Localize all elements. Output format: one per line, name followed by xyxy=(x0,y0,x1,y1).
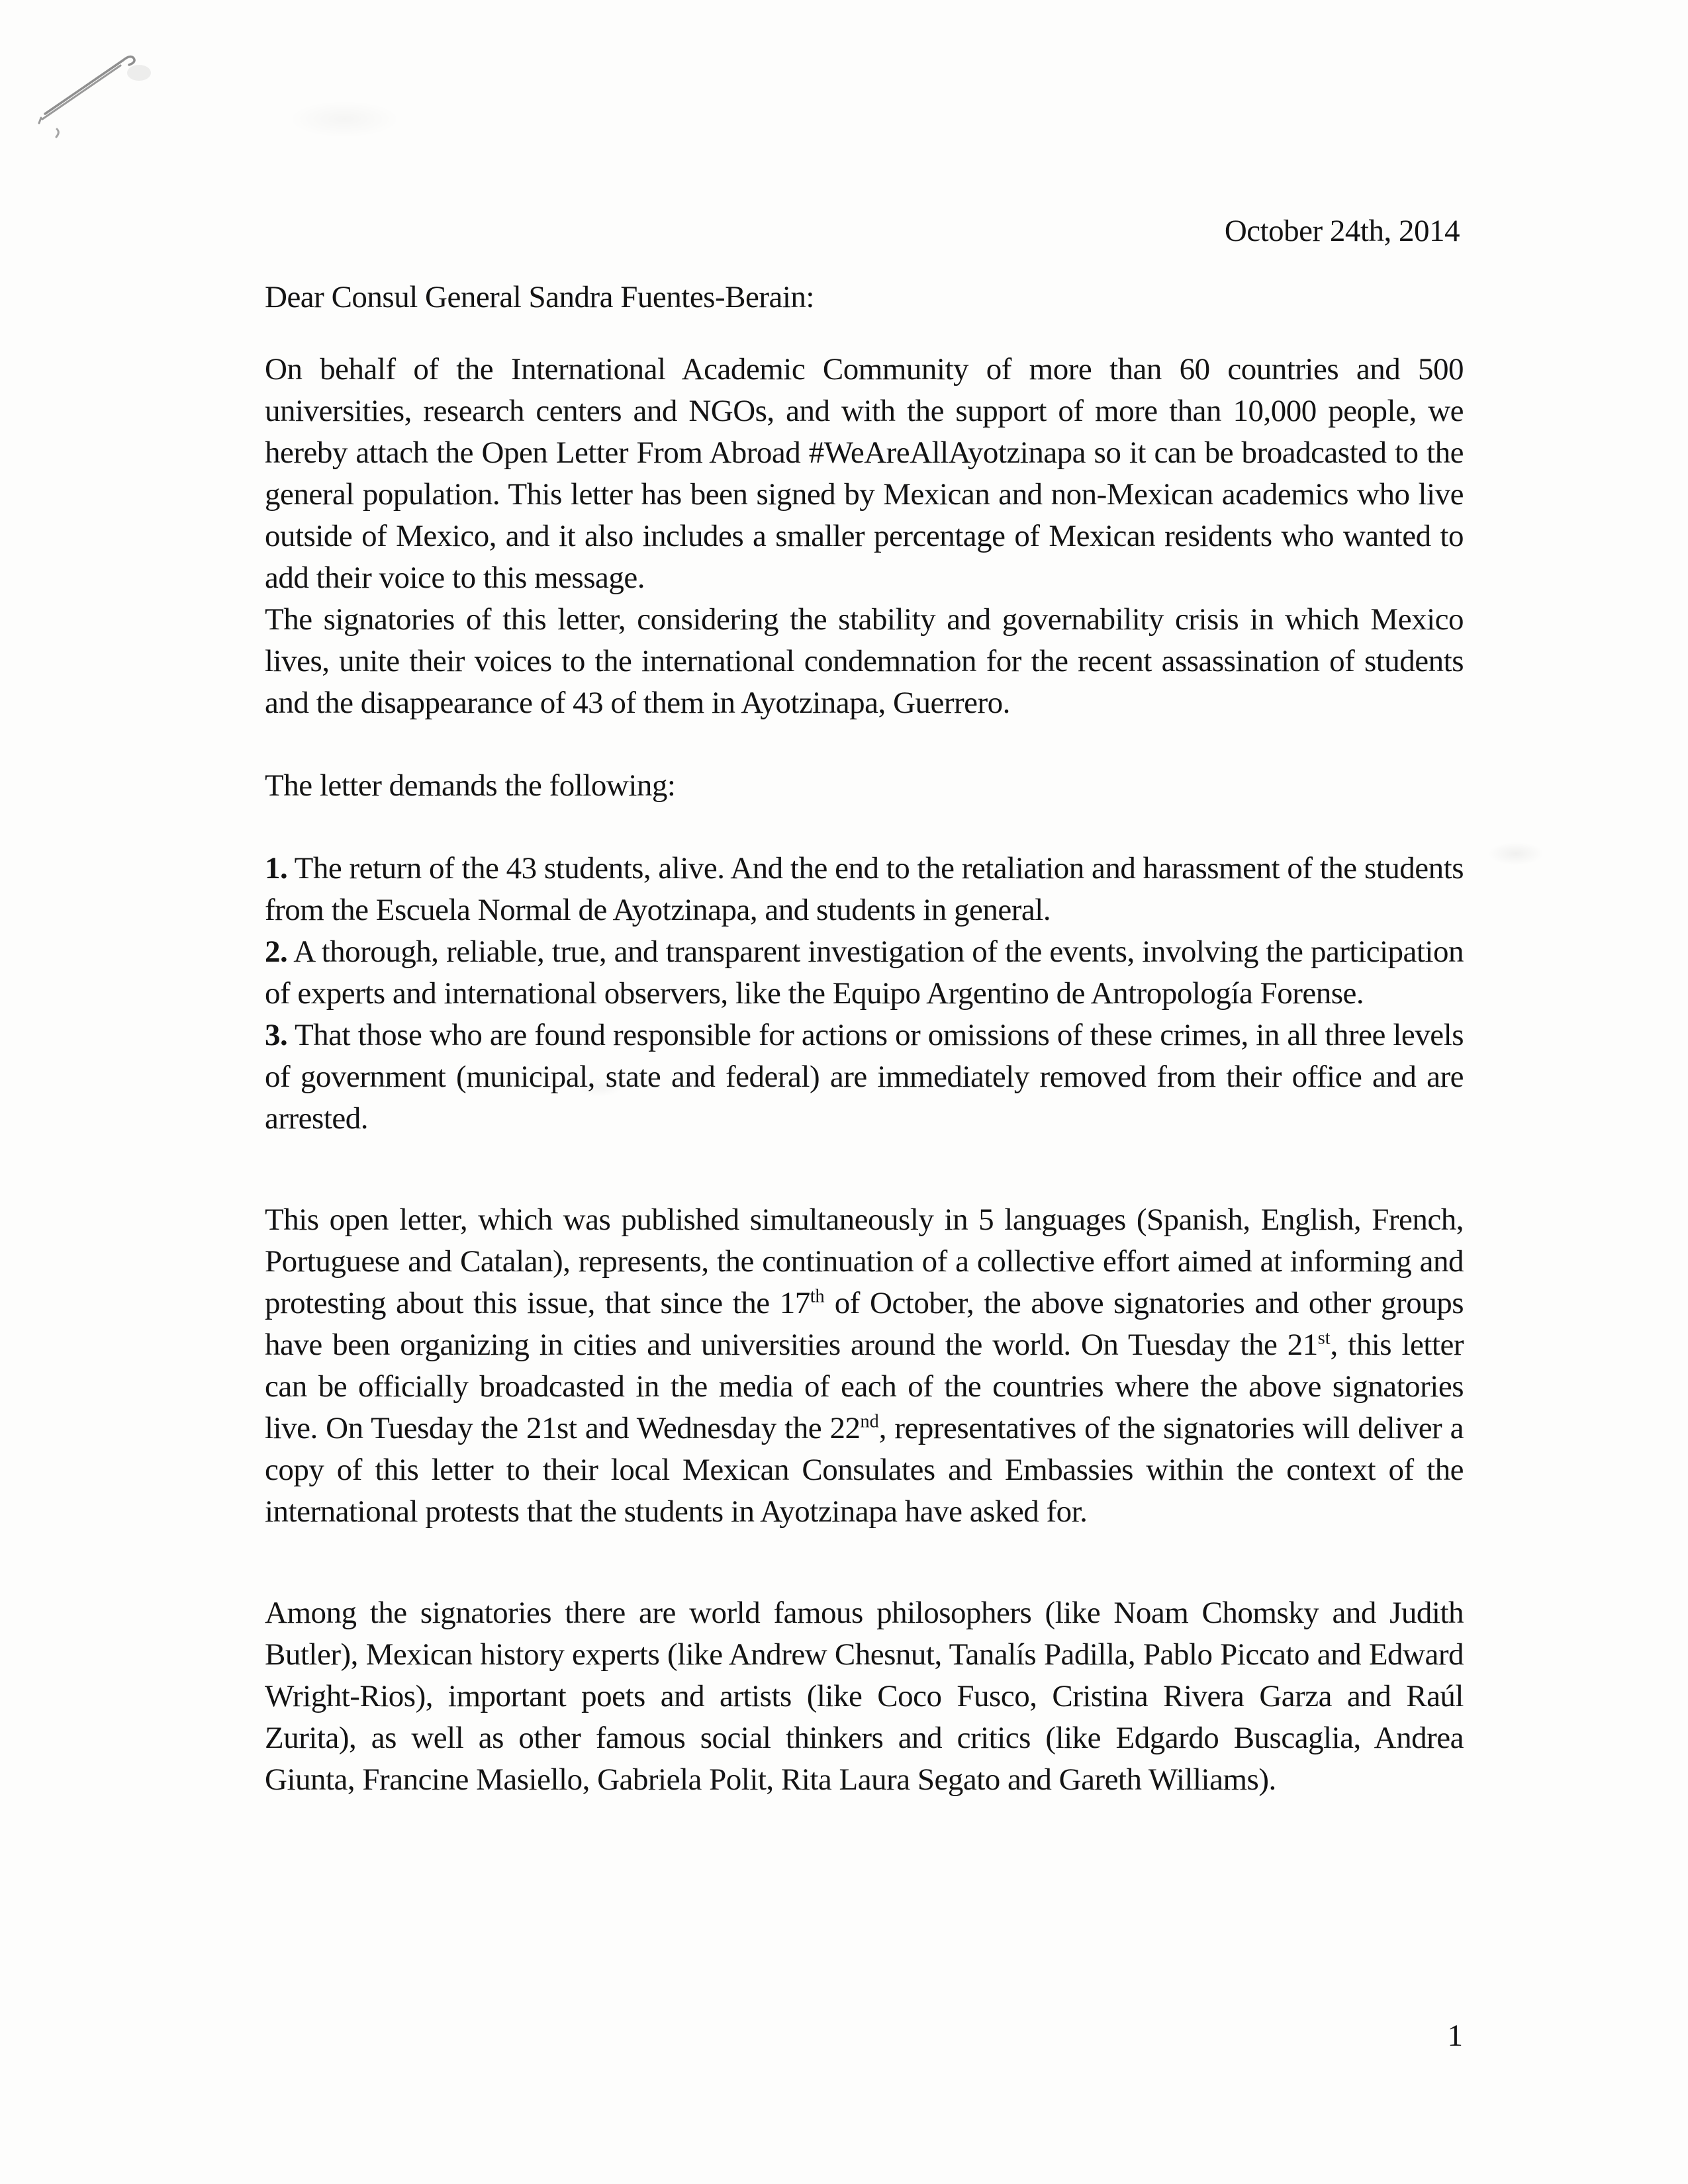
pen-scribble-mark xyxy=(26,40,225,185)
salutation-line: Dear Consul General Sandra Fuentes-Berain: xyxy=(265,280,814,314)
ordinal-suffix-22nd: nd xyxy=(860,1411,879,1432)
open-letter-text-2: of October, the above signatories and other groups have been organizing in cities and universities around the world. On Tuesday the 21 xyxy=(265,1286,1464,1362)
open-letter-text-3: , this letter can be officially broadcasted in the media of each of the countries where the above signatories live. On Tuesday the 21st and Wednesday the 22 xyxy=(265,1328,1464,1445)
demand-3-number: 3. xyxy=(265,1018,288,1052)
demand-1-number: 1. xyxy=(265,851,288,886)
demand-item-2 xyxy=(265,931,1464,1015)
demand-2-text: A thorough, reliable, true, and transparent investigation of the events, involving the participation of experts and international observers, like the Equipo Argentino de Antropología Forense. xyxy=(265,934,1464,1011)
paragraph-famous-signatories: Among the signatories there are world famous philosophers (like Noam Chomsky and Judith Butler), Mexican history experts (like Andrew Chesnut, Tanalís Padilla, Pablo Piccato and Edward Wright-Rios), important poets and artists (like Coco Fusco, Cristina Rivera Garza and Raúl Zurita), as well as other famous social thinkers and critics (like Edgardo Buscaglia, Andrea Giunta, Francine Masiello, Gabriela Polit, Rita Laura Segato and Gareth Williams). xyxy=(265,1596,1464,1797)
open-letter-text-1: This open letter, which was published simultaneously in 5 languages (Spanish, English, French, Portuguese and Catalan), represents, the continuation of a collective effort aimed at informing and protesting about this issue, that since the 17 xyxy=(265,1203,1464,1320)
demand-3-text: That those who are found responsible for actions or omissions of these crimes, in all three levels of government (municipal, state and federal) are immediately removed from their office and are arrested. xyxy=(265,1018,1464,1136)
demand-item-1 xyxy=(265,848,1464,931)
demands-list xyxy=(265,848,1464,1140)
paragraph-intro: On behalf of the International Academic Community of more than 60 countries and 500 universities, research centers and NGOs, and with the support of more than 10,000 people, we hereby attach the Open Letter From Abroad #WeAreAllAyotzinapa so it can be broadcasted to the general population. This letter has been signed by Mexican and non-Mexican academics who live outside of Mexico, and it also includes a smaller percentage of Mexican residents who wanted to add their voice to this message. xyxy=(265,352,1464,595)
demand-2-number: 2. xyxy=(265,934,288,969)
ordinal-suffix-21st: st xyxy=(1317,1328,1331,1349)
open-letter-text-4: , representatives of the signatories will deliver a copy of this letter to their local Mexican Consulates and Embassies within the context of the international protests that the students in Ayotzinapa have asked for. xyxy=(265,1411,1464,1529)
page-number: 1 xyxy=(1447,2019,1463,2053)
demand-item-3 xyxy=(265,1015,1464,1140)
demands-intro-line: The letter demands the following: xyxy=(265,768,676,803)
letter-body xyxy=(265,277,1464,1801)
ordinal-suffix-17th: th xyxy=(810,1286,825,1307)
demand-1-text: The return of the 43 students, alive. And the end to the retaliation and harassment of the students from the Escuela Normal de Ayotzinapa, and students in general. xyxy=(265,851,1464,927)
letter-date: October 24th, 2014 xyxy=(1224,214,1460,248)
paragraph-signatories-unite: The signatories of this letter, considering the stability and governability crisis in which Mexico lives, unite their voices to the international condemnation for the recent assassination of students and the disappearance of 43 of them in Ayotzinapa, Guerrero. xyxy=(265,602,1464,720)
paragraph-open-letter xyxy=(265,1199,1464,1533)
